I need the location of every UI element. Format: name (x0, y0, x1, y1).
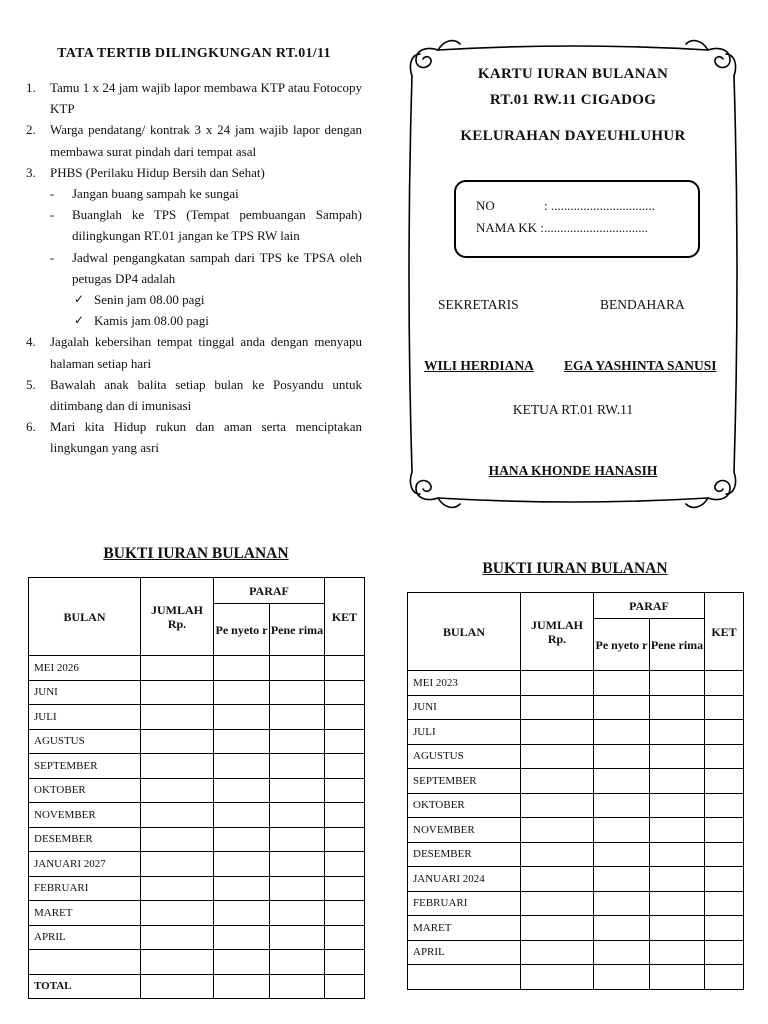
ket-cell[interactable] (705, 695, 744, 720)
rule-sub-text: Jadwal pengangkatan sampah dari TPS ke TPSA oleh petugas DP4 adalah (72, 249, 362, 286)
month-cell: APRIL (29, 925, 141, 950)
total-label: TOTAL (29, 974, 141, 999)
month-cell: SEPTEMBER (408, 769, 521, 794)
penyetor-cell[interactable] (594, 793, 650, 818)
amount-cell[interactable] (521, 671, 594, 696)
dash-bullet: - (50, 207, 55, 223)
month-cell: MARET (408, 916, 521, 941)
rules-list (26, 77, 362, 459)
amount-cell[interactable] (141, 901, 214, 926)
amount-cell[interactable] (521, 891, 594, 916)
table-row (29, 656, 365, 681)
ket-cell[interactable] (325, 803, 365, 828)
penerima-cell[interactable] (650, 965, 705, 990)
amount-cell[interactable] (141, 729, 214, 754)
rule-text: Mari kita Hidup rukun dan aman serta menciptakan lingkungan yang asri (50, 419, 362, 456)
month-cell: OKTOBER (408, 793, 521, 818)
penyetor-cell[interactable] (214, 680, 270, 705)
header-penerima: Pene rima (270, 604, 325, 656)
table-row (408, 916, 744, 941)
ket-cell[interactable] (325, 778, 365, 803)
schedule-text: Kamis jam 08.00 pagi (94, 313, 209, 329)
card-subtitle: RT.01 RW.11 CIGADOG (489, 92, 657, 108)
rule-number: 3. (26, 164, 36, 180)
rule-text: Jagalah kebersihan tempat tinggal anda dengan menyapu halaman setiap hari (50, 334, 362, 371)
table-row (29, 925, 365, 950)
schedule-item (26, 289, 362, 310)
penyetor-cell[interactable] (594, 891, 650, 916)
table-row (408, 744, 744, 769)
ket-cell[interactable] (705, 671, 744, 696)
bukti-title-left: BUKTI IURAN BULANAN (103, 545, 289, 562)
ket-cell[interactable] (325, 852, 365, 877)
nama-kk-label: NAMA KK : (476, 220, 544, 235)
penyetor-cell[interactable] (214, 827, 270, 852)
schedule-item (26, 310, 362, 331)
month-cell: JULI (29, 705, 141, 730)
penyetor-cell[interactable] (594, 842, 650, 867)
penyetor-cell[interactable] (214, 754, 270, 779)
amount-cell[interactable] (521, 793, 594, 818)
penerima-cell[interactable] (650, 695, 705, 720)
nama-kk-value: ................................ (544, 220, 648, 235)
rule-item (26, 119, 362, 161)
ket-cell[interactable] (705, 769, 744, 794)
ket-cell[interactable] (325, 950, 365, 975)
table-row (408, 891, 744, 916)
header-bulan: BULAN (408, 593, 521, 671)
total-row (29, 974, 365, 999)
no-row (476, 198, 655, 214)
penerima-cell[interactable] (270, 852, 325, 877)
checkmark-icon: ✓ (74, 313, 85, 328)
table-row (408, 842, 744, 867)
table-row (29, 852, 365, 877)
penerima-cell[interactable] (650, 867, 705, 892)
month-cell: MEI 2023 (408, 671, 521, 696)
header-ket: KET (325, 578, 365, 656)
penerima-cell[interactable] (650, 891, 705, 916)
table-row (408, 769, 744, 794)
rule-sub-text: Buanglah ke TPS (Tempat pembuangan Sampah) dilingkungan RT.01 jangan ke TPS RW lain (72, 207, 362, 244)
penerima-cell[interactable] (270, 729, 325, 754)
month-cell: JANUARI 2024 (408, 867, 521, 892)
amount-cell[interactable] (521, 965, 594, 990)
total-amount-cell[interactable] (141, 974, 214, 999)
month-cell: JANUARI 2027 (29, 852, 141, 877)
ket-cell[interactable] (705, 744, 744, 769)
table-row (408, 867, 744, 892)
amount-cell[interactable] (521, 769, 594, 794)
month-cell: MEI 2026 (29, 656, 141, 681)
ket-cell[interactable] (325, 680, 365, 705)
penerima-cell[interactable] (270, 925, 325, 950)
rule-sub-item (26, 247, 362, 289)
rule-number: 1. (26, 80, 36, 95)
amount-cell[interactable] (141, 680, 214, 705)
month-cell: MARET (29, 901, 141, 926)
month-cell: AGUSTUS (29, 729, 141, 754)
penyetor-cell[interactable] (214, 705, 270, 730)
month-cell: NOVEMBER (29, 803, 141, 828)
iuran-table-right (407, 592, 744, 990)
no-value: : ................................ (544, 198, 655, 213)
rule-item (26, 416, 362, 458)
ket-cell[interactable] (705, 940, 744, 965)
rule-sub-item (26, 183, 362, 204)
rules-title: TATA TERTIB DILINGKUNGAN RT.01/11 (57, 46, 331, 61)
penyetor-cell[interactable] (214, 876, 270, 901)
penerima-cell[interactable] (650, 769, 705, 794)
penyetor-cell[interactable] (214, 656, 270, 681)
checkmark-icon: ✓ (74, 292, 85, 307)
rule-number: 6. (26, 419, 36, 435)
header-ket: KET (705, 593, 744, 671)
table-row (29, 729, 365, 754)
penerima-cell[interactable] (650, 793, 705, 818)
amount-cell[interactable] (521, 744, 594, 769)
penyetor-cell[interactable] (594, 720, 650, 745)
penerima-cell[interactable] (650, 818, 705, 843)
amount-cell[interactable] (521, 695, 594, 720)
penyetor-cell[interactable] (594, 744, 650, 769)
penerima-cell[interactable] (650, 940, 705, 965)
table-row (408, 720, 744, 745)
bukti-title-right: BUKTI IURAN BULANAN (482, 560, 668, 577)
ket-cell[interactable] (705, 916, 744, 941)
ketua-label: KETUA RT.01 RW.11 (512, 402, 634, 417)
penerima-cell[interactable] (270, 827, 325, 852)
ket-cell[interactable] (705, 818, 744, 843)
schedule-text: Senin jam 08.00 pagi (94, 292, 205, 308)
sekretaris-label: SEKRETARIS (438, 297, 519, 312)
amount-cell[interactable] (141, 925, 214, 950)
penerima-cell[interactable] (270, 754, 325, 779)
header-paraf: PARAF (594, 593, 705, 619)
month-cell: OKTOBER (29, 778, 141, 803)
ket-cell[interactable] (325, 705, 365, 730)
amount-cell[interactable] (521, 916, 594, 941)
table-header-row (29, 578, 365, 604)
ket-cell[interactable] (705, 867, 744, 892)
rule-number: 4. (26, 334, 36, 350)
penerima-cell[interactable] (270, 803, 325, 828)
amount-cell[interactable] (521, 818, 594, 843)
rule-item (26, 77, 362, 119)
penerima-cell[interactable] (650, 720, 705, 745)
table-row (29, 827, 365, 852)
month-cell (408, 965, 521, 990)
penyetor-cell[interactable] (594, 916, 650, 941)
table-row (29, 778, 365, 803)
month-cell: AGUSTUS (408, 744, 521, 769)
rule-item (26, 162, 362, 183)
table-row (29, 754, 365, 779)
table-row (408, 940, 744, 965)
rule-text: PHBS (Perilaku Hidup Bersih dan Sehat) (50, 164, 265, 180)
member-info-box (454, 180, 700, 258)
month-cell: JULI (408, 720, 521, 745)
amount-cell[interactable] (141, 950, 214, 975)
penyetor-cell[interactable] (214, 778, 270, 803)
rule-text: Warga pendatang/ kontrak 3 x 24 jam wajib lapor dengan membawa surat pindah dari tempat asal (50, 122, 362, 159)
penyetor-cell[interactable] (594, 818, 650, 843)
sekretaris-name: WILI HERDIANA (424, 358, 534, 373)
penyetor-cell[interactable] (594, 769, 650, 794)
month-cell: FEBRUARI (29, 876, 141, 901)
month-cell: FEBRUARI (408, 891, 521, 916)
frame-top-line (438, 46, 708, 50)
card-kelurahan: KELURAHAN DAYEUHLUHUR (460, 128, 686, 144)
month-cell: SEPTEMBER (29, 754, 141, 779)
nama-kk-row (476, 220, 648, 236)
penyetor-cell[interactable] (214, 901, 270, 926)
no-label: NO (476, 198, 495, 213)
table-row (29, 901, 365, 926)
penyetor-cell[interactable] (214, 803, 270, 828)
month-cell (29, 950, 141, 975)
amount-cell[interactable] (141, 778, 214, 803)
rule-number: 2. (26, 122, 36, 138)
table-row (29, 705, 365, 730)
penyetor-cell[interactable] (214, 974, 270, 999)
membership-card (404, 32, 742, 516)
penerima-cell[interactable] (270, 950, 325, 975)
penerima-cell[interactable] (650, 744, 705, 769)
penerima-cell[interactable] (270, 974, 325, 999)
table-row (408, 671, 744, 696)
amount-cell[interactable] (141, 827, 214, 852)
amount-cell[interactable] (141, 705, 214, 730)
penerima-cell[interactable] (650, 671, 705, 696)
ket-cell[interactable] (325, 876, 365, 901)
table-row (29, 680, 365, 705)
header-penerima: Pene rima (650, 619, 705, 671)
amount-cell[interactable] (141, 876, 214, 901)
month-cell: DESEMBER (408, 842, 521, 867)
rule-item (26, 331, 362, 373)
penerima-cell[interactable] (270, 778, 325, 803)
card-title: KARTU IURAN BULANAN (477, 66, 669, 82)
penyetor-cell[interactable] (594, 695, 650, 720)
table-row (29, 876, 365, 901)
ket-cell[interactable] (705, 891, 744, 916)
month-cell: NOVEMBER (408, 818, 521, 843)
header-penyetor: Pe nyeto r (594, 619, 650, 671)
ket-cell[interactable] (325, 729, 365, 754)
dash-bullet: - (50, 186, 55, 202)
month-cell: DESEMBER (29, 827, 141, 852)
penerima-cell[interactable] (650, 916, 705, 941)
header-jumlah: JUMLAH Rp. (521, 593, 594, 671)
rule-sub-item (26, 204, 362, 246)
table-row (408, 793, 744, 818)
penyetor-cell[interactable] (214, 852, 270, 877)
ket-cell[interactable] (705, 793, 744, 818)
amount-cell[interactable] (521, 867, 594, 892)
rule-text: Bawalah anak balita setiap bulan ke Posyandu untuk ditimbang dan di imunisasi (50, 376, 362, 414)
ket-cell[interactable] (325, 925, 365, 950)
penyetor-cell[interactable] (214, 925, 270, 950)
bendahara-label: BENDAHARA (600, 297, 685, 312)
iuran-table-left (28, 577, 365, 999)
table-header-row (408, 593, 744, 619)
table-row (29, 803, 365, 828)
ket-cell[interactable] (325, 754, 365, 779)
penerima-cell[interactable] (270, 876, 325, 901)
penerima-cell[interactable] (270, 656, 325, 681)
rule-number: 5. (26, 376, 36, 392)
table-row (408, 695, 744, 720)
penerima-cell[interactable] (270, 680, 325, 705)
amount-cell[interactable] (521, 720, 594, 745)
penerima-cell[interactable] (270, 705, 325, 730)
amount-cell[interactable] (141, 656, 214, 681)
table-row (408, 818, 744, 843)
rule-sub-text: Jangan buang sampah ke sungai (72, 186, 239, 202)
ket-cell[interactable] (705, 842, 744, 867)
penerima-cell[interactable] (270, 901, 325, 926)
penyetor-cell[interactable] (594, 965, 650, 990)
penerima-cell[interactable] (650, 842, 705, 867)
month-cell: JUNI (408, 695, 521, 720)
penyetor-cell[interactable] (214, 729, 270, 754)
table-row (408, 965, 744, 990)
rule-text: Tamu 1 x 24 jam wajib lapor membawa KTP atau Fotocopy KTP (50, 80, 362, 117)
bendahara-name: EGA YASHINTA SANUSI (564, 358, 717, 373)
amount-cell[interactable] (521, 940, 594, 965)
table-row (29, 950, 365, 975)
month-cell: JUNI (29, 680, 141, 705)
penyetor-cell[interactable] (594, 671, 650, 696)
month-cell: APRIL (408, 940, 521, 965)
ket-cell[interactable] (705, 965, 744, 990)
header-bulan: BULAN (29, 578, 141, 656)
dash-bullet: - (50, 249, 55, 265)
amount-cell[interactable] (141, 803, 214, 828)
penyetor-cell[interactable] (214, 950, 270, 975)
frame-bottom-line (438, 498, 708, 502)
amount-cell[interactable] (521, 842, 594, 867)
header-jumlah: JUMLAH Rp. (141, 578, 214, 656)
ket-cell[interactable] (325, 901, 365, 926)
ket-cell[interactable] (325, 827, 365, 852)
ket-cell[interactable] (325, 656, 365, 681)
header-penyetor: Pe nyeto r (214, 604, 270, 656)
penyetor-cell[interactable] (594, 867, 650, 892)
penyetor-cell[interactable] (594, 940, 650, 965)
ketua-name: HANA KHONDE HANASIH (488, 463, 658, 478)
ket-cell[interactable] (325, 974, 365, 999)
amount-cell[interactable] (141, 754, 214, 779)
amount-cell[interactable] (141, 852, 214, 877)
rule-item (26, 374, 362, 416)
ket-cell[interactable] (705, 720, 744, 745)
header-paraf: PARAF (214, 578, 325, 604)
